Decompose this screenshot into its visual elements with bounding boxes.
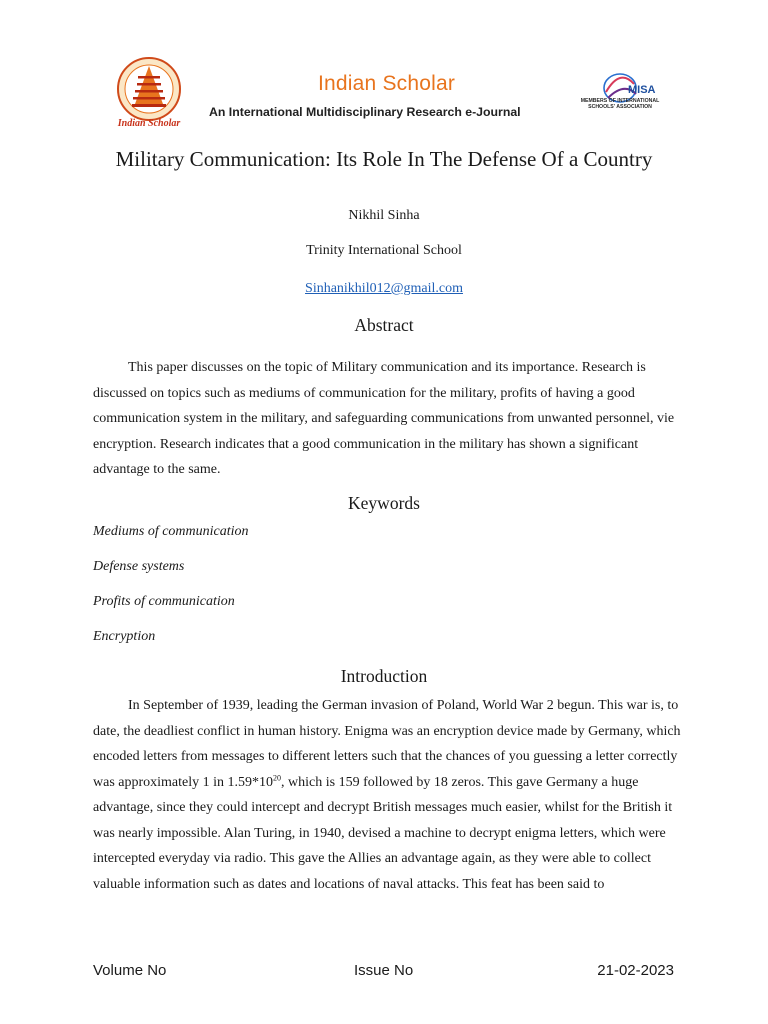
svg-text:MISA: MISA [628, 84, 656, 96]
author-name: Nikhil Sinha [348, 208, 420, 223]
keyword-item: Profits of communication [93, 594, 235, 609]
footer-issue: Issue No [354, 962, 414, 979]
abstract-body: This paper discusses on the topic of Military communication and its importance. Research is discussed on topics such as mediums of communication for the military, profits of having a good communication system in the military, and safeguarding communications from unwanted personnel, vie encryption. Research indicates that a good communication in the military has shown a significant advantage to the same. [93, 360, 675, 477]
intro-text-part2: , which is 159 followed by 18 zeros. This gave Germany a huge advantage, since they could intercept and decrypt British messages much easier, whilst for the British it was nearly impossible. Alan Turing, in 1940, devised a machine to decrypt enigma letters, which were intercepted everyday via radio. This gave the Allies an advantage again, as they were able to collect valuable information such as dates and locations of naval attacks. This feat has been said to [93, 774, 673, 892]
keyword-item: Mediums of communication [93, 524, 249, 539]
keywords-heading: Keywords [348, 493, 420, 513]
email-wrapper [90, 279, 678, 297]
introduction-heading: Introduction [340, 666, 428, 686]
author-affiliation: Trinity International School [306, 243, 462, 258]
indian-scholar-logo [108, 56, 190, 130]
page-footer [0, 962, 768, 984]
author-email-link[interactable]: Sinhanikhil012@gmail.com [305, 281, 463, 296]
misa-caption: MEMBERS OF INTERNATIONAL SCHOOLS' ASSOCIATION [580, 98, 660, 110]
abstract-heading: Abstract [354, 315, 414, 335]
intro-superscript: 20 [273, 772, 282, 782]
keyword-item: Defense systems [93, 559, 185, 574]
keyword-item: Encryption [93, 629, 156, 644]
introduction-body [93, 693, 683, 897]
footer-date: 21-02-2023 [597, 962, 674, 979]
journal-subtitle: An International Multidisciplinary Research e-Journal [209, 105, 521, 119]
journal-name: Indian Scholar [318, 72, 456, 95]
intro-text-part1: In September of 1939, leading the German invasion of Poland, World War 2 begun. This war is, to date, the deadliest conflict in human history. Enigma was an encryption device made by Germany, which encoded letters from messages to different letters such that the chances of you guessing a letter correctly was approximately 1 in 1.59*10 [93, 698, 681, 790]
paper-title: Military Communication: Its Role In The Defense Of a Country [115, 147, 653, 171]
journal-header [0, 52, 768, 132]
svg-text:Indian Scholar: Indian Scholar [117, 118, 181, 129]
footer-volume: Volume No [93, 962, 167, 979]
